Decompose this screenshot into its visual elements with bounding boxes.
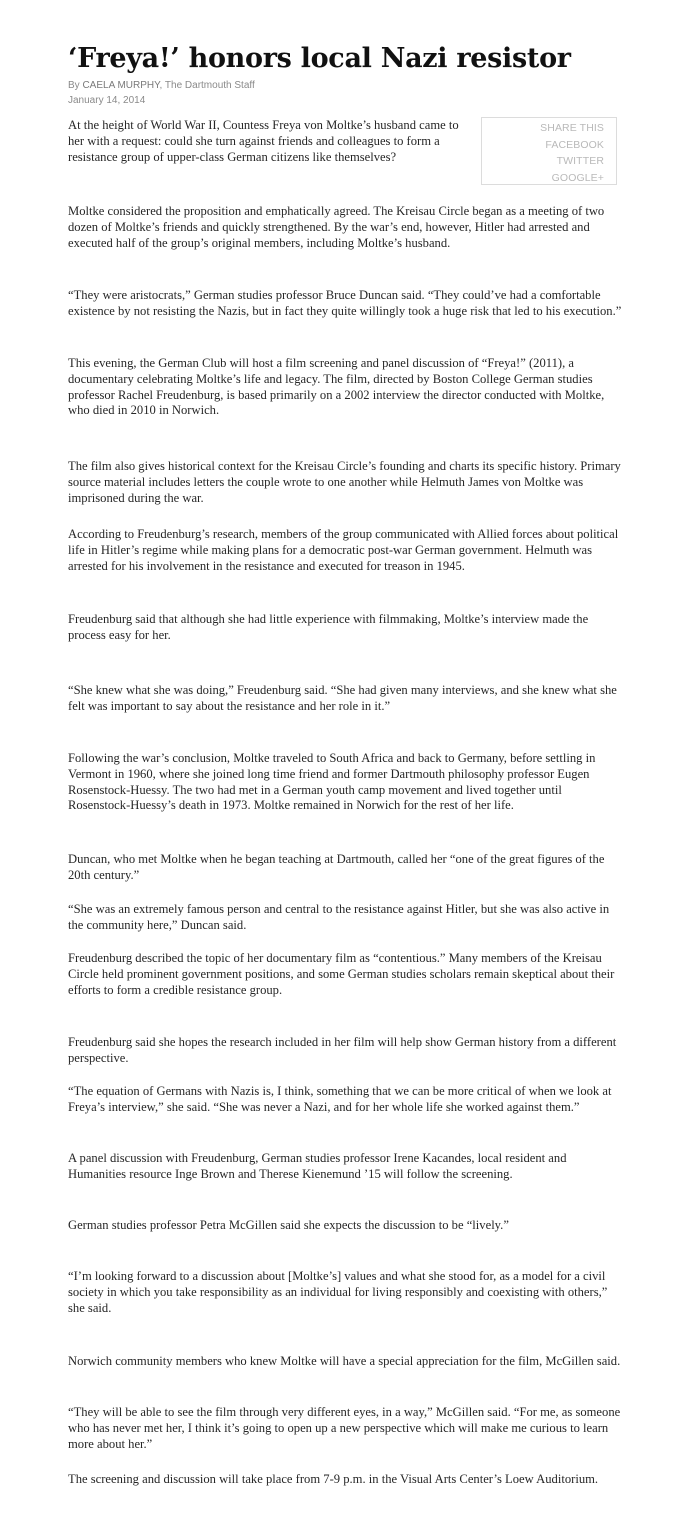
twitter-share-link[interactable]: TWITTER (556, 155, 604, 167)
paragraph: German studies professor Petra McGillen said she expects the discussion to be “lively.” (68, 1218, 509, 1232)
paragraph: A panel discussion with Freudenburg, German studies professor Irene Kacandes, local resident and Humanities resource Inge Brown and Therese Kienemund ’15 will follow the screening. (68, 1151, 567, 1181)
byline-prefix: By (68, 80, 83, 91)
paragraph: Freudenburg described the topic of her documentary film as “contentious.” Many members of the Kreisau Circle held prominent government positions, and some German studies scholars remain skeptical about their efforts to form a credible resistance group. (68, 951, 615, 997)
paragraph: The film also gives historical context for the Kreisau Circle’s founding and charts its specific history. Primary source material includes letters the couple wrote to one another while Helmuth James von Moltke was imprisoned during the war. (68, 459, 621, 505)
paragraph: Duncan, who met Moltke when he began teaching at Dartmouth, called her “one of the great figures of the 20th century.” (68, 852, 605, 882)
paragraph: This evening, the German Club will host a film screening and panel discussion of “Freya!” (2011), a documentary celebrating Moltke’s life and legacy. The film, directed by Boston College German studies professor Rachel Freudenburg, is based primarily on a 2002 interview the director conducted with Moltke, who died in 2010 in Norwich. (68, 356, 605, 418)
paragraph: “The equation of Germans with Nazis is, I think, something that we can be more critical of when we look at Freya’s interview,” she said. “She was never a Nazi, and for her whole life she worked against them.” (68, 1084, 612, 1114)
article-title: ‘Freya!’ honors local Nazi resistor (68, 43, 571, 75)
paragraph: Following the war’s conclusion, Moltke traveled to South Africa and back to Germany, before settling in Vermont in 1960, where she joined long time friend and former Dartmouth philosophy professor Eugen Rosenstock-Huessy. The two had met in a German youth camp movement and lived together until Rosenstock-Huessy’s death in 1973. Moltke remained in Norwich for the rest of her life. (68, 751, 596, 813)
paragraph: Norwich community members who knew Moltke will have a special appreciation for the film, McGillen said. (68, 1354, 621, 1368)
byline (68, 80, 255, 92)
share-box (481, 117, 617, 185)
paragraph: At the height of World War II, Countess Freya von Moltke’s husband came to her with a request: could she turn against friends and colleagues to form a resistance group of upper-class German citizens like themselves? (68, 118, 459, 164)
paragraph: Freudenburg said that although she had little experience with filmmaking, Moltke’s interview made the process easy for her. (68, 612, 589, 642)
paragraph: “They were aristocrats,” German studies professor Bruce Duncan said. “They could’ve had a comfortable existence by not resisting the Nazis, but in fact they quite willingly took a huge risk that led to his execution.” (68, 288, 622, 318)
paragraph: “She was an extremely famous person and central to the resistance against Hitler, but she was also active in the community here,” Duncan said. (68, 902, 610, 932)
paragraph: “They will be able to see the film through very different eyes, in a way,” McGillen said. “For me, as someone who has never met her, I think it’s going to open up a new perspective which will make me curious to learn more about her.” (68, 1405, 621, 1451)
paragraph: According to Freudenburg’s research, members of the group communicated with Allied forces about political life in Hitler’s regime while making plans for a democratic post-war German government. Helmuth was arrested for his involvement in the resistance and executed for treason in 1945. (68, 527, 619, 573)
paragraph: Moltke considered the proposition and emphatically agreed. The Kreisau Circle began as a meeting of two dozen of Moltke’s friends and quickly strengthened. By the war’s end, however, Hitler had arrested and executed half of the group’s original members, including Moltke’s husband. (68, 204, 605, 250)
paragraph: “I’m looking forward to a discussion about [Moltke’s] values and what she stood for, as a model for a civil society in which you take responsibility as an individual for living responsibly and coexisting with others,” she said. (68, 1269, 608, 1315)
google-share-link[interactable]: GOOGLE+ (551, 171, 604, 184)
share-label: SHARE THIS (540, 122, 604, 134)
facebook-share-link[interactable]: FACEBOOK (545, 138, 604, 151)
author-name[interactable]: CAELA MURPHY (82, 80, 160, 91)
staff-label: , The Dartmouth Staff (159, 80, 255, 91)
publish-date: January 14, 2014 (68, 95, 146, 106)
paragraph: “She knew what she was doing,” Freudenburg said. “She had given many interviews, and she knew what she felt was important to say about the resistance and her role in it.” (68, 683, 617, 713)
paragraph: The screening and discussion will take place from 7-9 p.m. in the Visual Arts Center’s Loew Auditorium. (68, 1472, 599, 1486)
paragraph: Freudenburg said she hopes the research included in her film will help show German history from a different perspective. (68, 1035, 617, 1065)
